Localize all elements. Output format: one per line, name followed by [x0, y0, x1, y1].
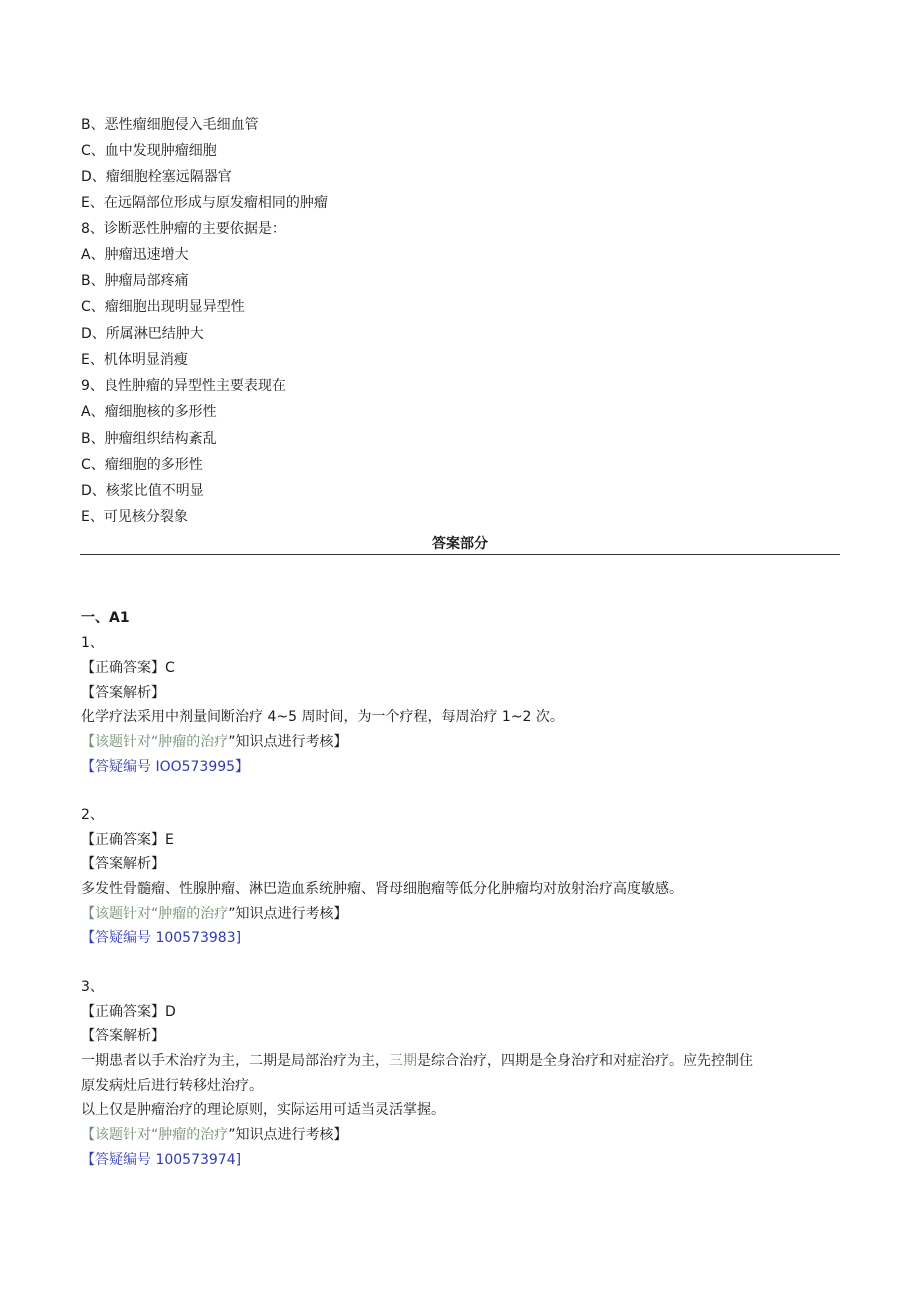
q7-option-c: C、血中发现肿瘤细胞	[81, 143, 217, 159]
q9-stem: 9、良性肿瘤的异型性主要表现在	[81, 378, 286, 394]
answer-3-ref: 【答疑编号 100573974]	[81, 1152, 242, 1168]
topic-name: 肿瘤的治疗	[158, 1127, 229, 1143]
answer-2-number: 2、	[81, 807, 104, 823]
section-divider	[80, 554, 840, 555]
answer-1-ref: 【答疑编号 IOO573995】	[81, 759, 250, 775]
answer-1-correct: 【正确答案】C	[81, 660, 175, 676]
answer-3-topic	[81, 1126, 348, 1144]
topic-name: 肿瘤的治疗	[158, 734, 229, 750]
q9-option-a: A、瘤细胞核的多形性	[81, 404, 217, 420]
q9-option-d: D、核浆比值不明显	[81, 483, 204, 499]
analysis-highlight: 三期	[389, 1053, 417, 1069]
topic-prefix: 【该题针对“	[81, 734, 159, 750]
answer-3-number: 3、	[81, 979, 104, 995]
answer-1-topic	[81, 733, 348, 751]
answer-3-correct: 【正确答案】D	[81, 1004, 176, 1020]
q9-option-c: C、瘤细胞的多形性	[81, 457, 203, 473]
answer-3-analysis-label: 【答案解析】	[81, 1028, 165, 1044]
q8-option-b: B、肿瘤局部疼痛	[81, 273, 189, 289]
answer-2-ref: 【答疑编号 100573983]	[81, 930, 242, 946]
topic-suffix: ”知识点进行考核】	[228, 1127, 348, 1143]
q7-option-d: D、瘤细胞栓塞远隔器官	[81, 169, 232, 185]
topic-prefix: 【该题针对“	[81, 906, 159, 922]
answer-1-analysis-label: 【答案解析】	[81, 685, 165, 701]
q7-option-b: B、恶性瘤细胞侵入毛细血管	[81, 117, 259, 133]
q8-option-d: D、所属淋巴结肿大	[81, 326, 204, 342]
topic-prefix: 【该题针对“	[81, 1127, 159, 1143]
answer-3-analysis	[81, 1052, 753, 1070]
q8-option-e: E、机体明显消瘦	[81, 352, 188, 368]
answer-1-number: 1、	[81, 635, 104, 651]
answer-2-topic	[81, 905, 348, 923]
answer-3-analysis-line3: 以上仅是肿瘤治疗的理论原则，实际运用可适当灵活掌握。	[81, 1102, 445, 1118]
q8-option-a: A、肿瘤迅速增大	[81, 247, 189, 263]
q8-stem: 8、诊断恶性肿瘤的主要依据是：	[81, 221, 286, 237]
q7-option-e: E、在远隔部位形成与原发瘤相同的肿瘤	[81, 195, 328, 211]
topic-name: 肿瘤的治疗	[158, 906, 229, 922]
answer-2-analysis-label: 【答案解析】	[81, 856, 165, 872]
topic-suffix: ”知识点进行考核】	[228, 734, 348, 750]
analysis-post: 是综合治疗，四期是全身治疗和对症治疗。应先控制住	[417, 1053, 753, 1069]
answer-2-analysis: 多发性骨髓瘤、性腺肿瘤、淋巴造血系统肿瘤、肾母细胞瘤等低分化肿瘤均对放射治疗高度敏感。	[81, 881, 683, 897]
answer-1-analysis: 化学疗法采用中剂量间断治疗 4~5 周时间，为一个疗程，每周治疗 1~2 次。	[81, 709, 564, 725]
q8-option-c: C、瘤细胞出现明显异型性	[81, 299, 245, 315]
topic-suffix: ”知识点进行考核】	[228, 906, 348, 922]
answer-section-title: 答案部分	[432, 536, 488, 552]
analysis-pre: 一期患者以手术治疗为主，二期是局部治疗为主，	[81, 1053, 389, 1069]
answer-3-analysis-line2: 原发病灶后进行转移灶治疗。	[81, 1078, 263, 1094]
answer-2-correct: 【正确答案】E	[81, 832, 174, 848]
group-title: 一、A1	[81, 610, 130, 626]
q9-option-b: B、肿瘤组织结构紊乱	[81, 431, 217, 447]
q9-option-e: E、可见核分裂象	[81, 509, 188, 525]
